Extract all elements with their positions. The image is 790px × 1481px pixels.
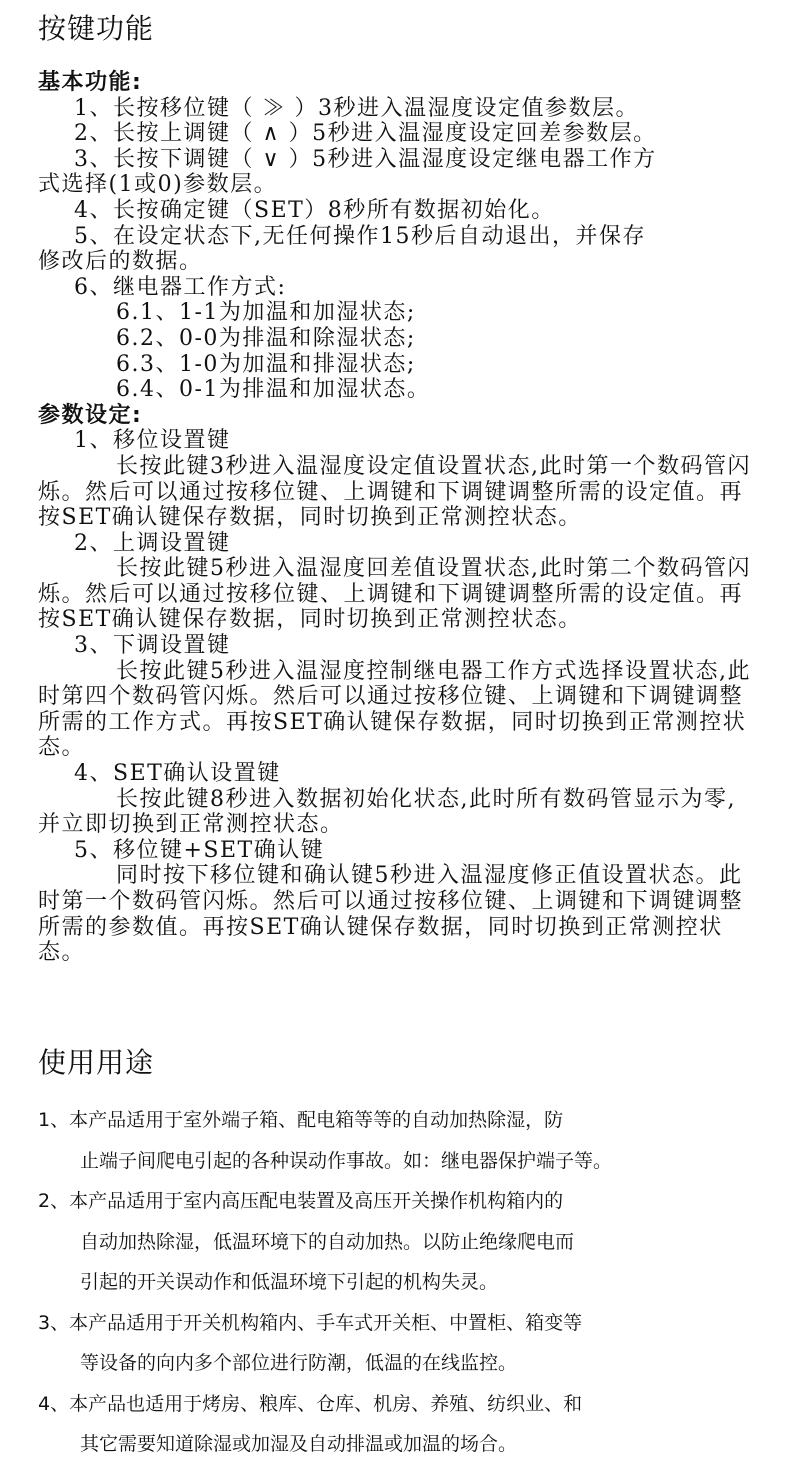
basic-line: 5、在设定状态下,无任何操作15秒后自动退出，并保存 <box>74 223 646 249</box>
param-item-text: 同时按下移位键和确认键5秒进入温湿度修正值设置状态。此时第一个数码管闪烁。然后可以通过按移位键、上调键和下调键调整所需的参数值。再按SET确认键保存数据，同时切换到正常测控状态。 <box>38 863 744 966</box>
usage-item-number: 3、 <box>38 1311 70 1334</box>
usage-list <box>38 1100 758 1465</box>
usage-item-line: 引起的开关误动作和低温环境下引起的机构失灵。 <box>80 1271 499 1293</box>
usage-item-line: 等设备的向内多个部位进行防潮，低温的在线监控。 <box>80 1352 518 1374</box>
usage-item-line: 本产品适用于室内高压配电装置及高压开关操作机构箱内的 <box>69 1190 564 1212</box>
usage-item <box>38 1303 758 1344</box>
basic-line: 2、长按上调键（ ∧ ）5秒进入温湿度设定回差参数层。 <box>74 121 657 147</box>
basic-functions-title: 基本功能: <box>38 70 143 95</box>
param-item-text: 长按此键3秒进入温湿度设定值设置状态,此时第一个数码管闪烁。然后可以通过按移位键、上调键和下调键调整所需的设定值。再按SET确认键保存数据，同时切换到正常测控状态。 <box>38 453 751 531</box>
basic-line: 式选择(1或0)参数层。 <box>38 172 278 198</box>
relay-mode-line: 6.4、0-1为排温和加湿状态。 <box>116 377 431 403</box>
param-settings-title: 参数设定: <box>38 402 143 428</box>
basic-line: 4、长按确定键（SET）8秒所有数据初始化。 <box>74 197 555 223</box>
param-item-text: 长按此键5秒进入温湿度回差值设置状态,此时第二个数码管闪烁。然后可以通过按移位键、上调键和下调键调整所需的设定值。再按SET确认键保存数据，同时切换到正常测控状态。 <box>38 556 751 633</box>
usage-item <box>38 1384 758 1425</box>
usage-item-line: 其它需要知道除湿或加湿及自动排温或加温的场合。 <box>80 1433 518 1455</box>
key-functions-body <box>38 70 758 966</box>
basic-line: 修改后的数据。 <box>38 249 203 275</box>
param-item-label: 3、下调设置键 <box>74 633 231 659</box>
param-item-text: 长按此键5秒进入温湿度控制继电器工作方式选择设置状态,此时第四个数码管闪烁。然后可以通过按移位键、上调键和下调键调整所需的工作方式。再按SET确认键保存数据，同时切换到正常测控状态。 <box>38 658 751 761</box>
relay-mode-line: 6.1、1-1为加温和加湿状态; <box>116 300 416 326</box>
basic-line: 6、继电器工作方式: <box>74 274 287 300</box>
usage-item-number: 1、 <box>38 1109 70 1131</box>
usage-item-line: 本产品适用于开关机构箱内、手车式开关柜、中置柜、箱变等 <box>69 1311 583 1334</box>
relay-mode-line: 6.3、1-0为加温和排湿状态; <box>116 351 416 377</box>
basic-line: 1、长按移位键（ ≫ ）3秒进入温湿度设定值参数层。 <box>74 95 639 121</box>
usage-item <box>38 1181 758 1222</box>
usage-item-number: 2、 <box>38 1190 70 1212</box>
section-heading-usage: 使用用途 <box>38 1046 155 1079</box>
usage-item-line: 本产品也适用于烤房、粮库、仓库、机房、养殖、纺织业、和 <box>69 1392 583 1415</box>
param-item-label: 5、移位键+SET确认键 <box>74 837 325 863</box>
usage-item <box>38 1100 758 1141</box>
usage-item-number: 4、 <box>38 1392 70 1415</box>
basic-line: 3、长按下调键（ ∨ ）5秒进入温湿度设定继电器工作方 <box>74 146 657 172</box>
param-item-text: 长按此键8秒进入数据初始化状态,此时所有数码管显示为零,并立即切换到正常测控状态。 <box>38 786 736 838</box>
section-heading-key-functions: 按键功能 <box>38 12 155 45</box>
param-item-label: 2、上调设置键 <box>74 530 231 556</box>
usage-item-line: 本产品适用于室外端子箱、配电箱等等的自动加热除湿，防 <box>69 1109 564 1131</box>
relay-mode-line: 6.2、0-0为排温和除湿状态; <box>116 325 416 351</box>
usage-item-line: 自动加热除湿，低温环境下的自动加热。以防止绝缘爬电而 <box>80 1230 575 1253</box>
param-item-label: 4、SET确认设置键 <box>74 761 281 787</box>
usage-item-line: 止端子间爬电引起的各种误动作事故。如：继电器保护端子等。 <box>80 1149 613 1172</box>
param-item-label: 1、移位设置键 <box>74 428 231 454</box>
